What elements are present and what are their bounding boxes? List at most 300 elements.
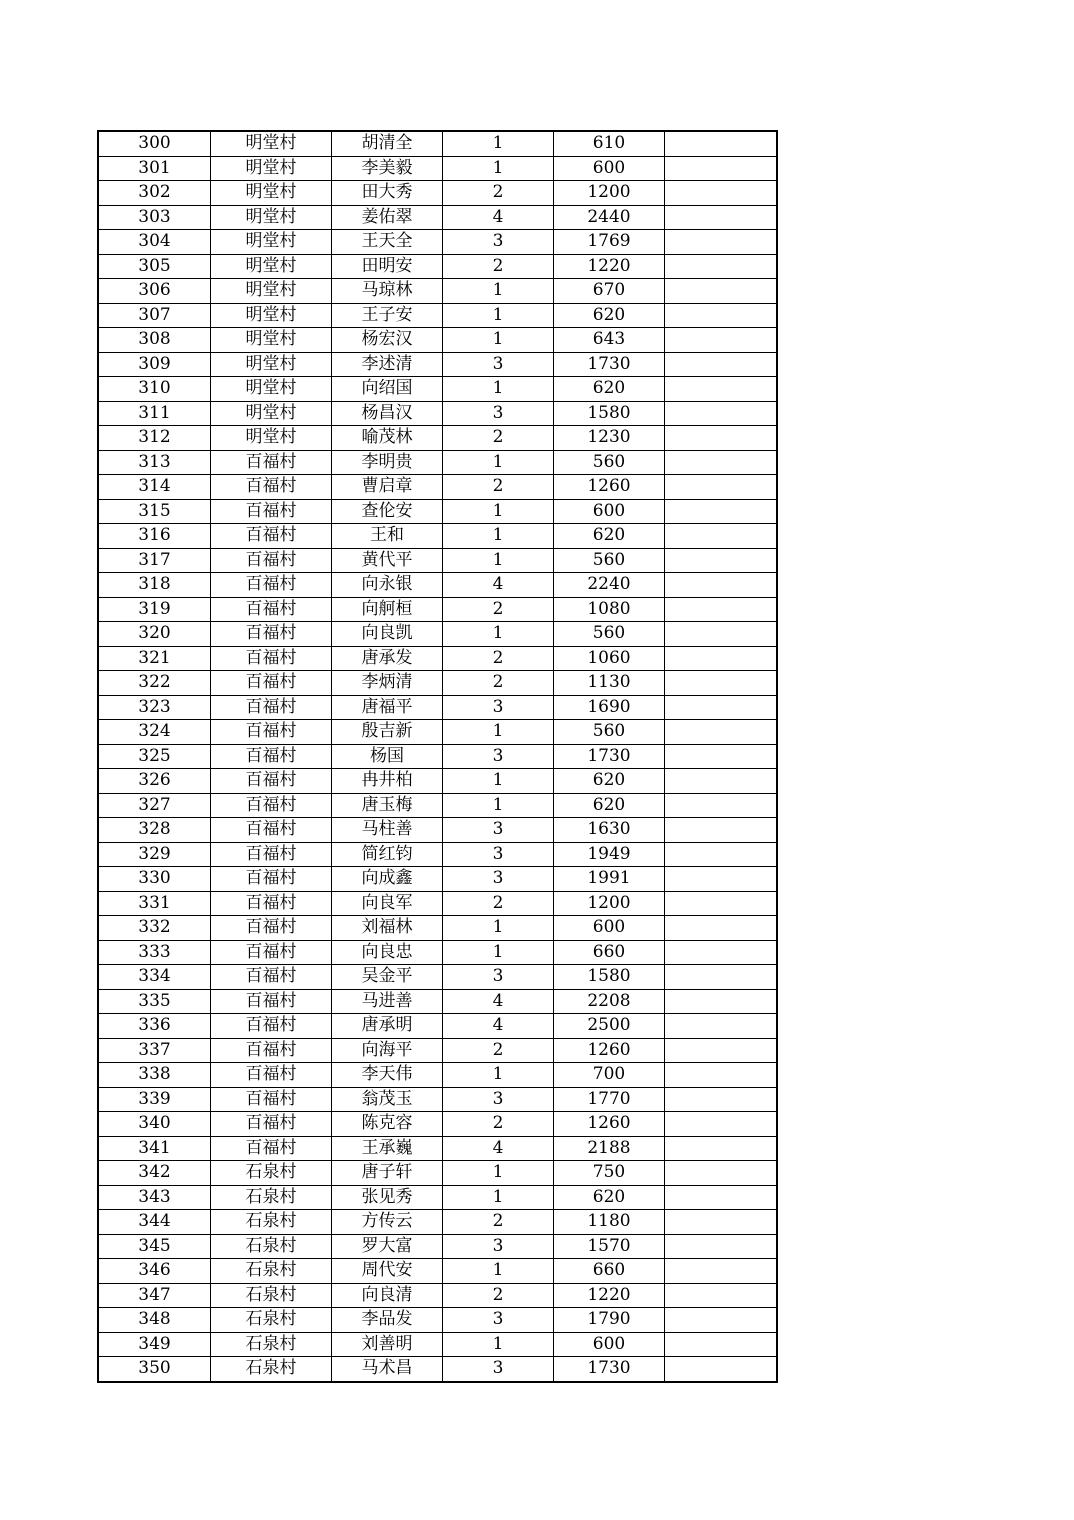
amount-cell: 2188 <box>554 1136 665 1161</box>
row-number-cell: 343 <box>98 1185 211 1210</box>
village-cell: 明堂村 <box>211 205 332 230</box>
amount-cell: 600 <box>554 499 665 524</box>
household-size-cell: 2 <box>443 671 554 696</box>
table-row <box>98 1038 777 1063</box>
remark-cell <box>665 965 778 990</box>
row-number-cell: 303 <box>98 205 211 230</box>
table-row <box>98 891 777 916</box>
village-cell: 石泉村 <box>211 1185 332 1210</box>
household-size-cell: 1 <box>443 156 554 181</box>
table-row <box>98 1014 777 1039</box>
village-cell: 明堂村 <box>211 303 332 328</box>
name-cell: 马琼林 <box>332 279 443 304</box>
village-cell: 明堂村 <box>211 279 332 304</box>
row-number-cell: 344 <box>98 1210 211 1235</box>
row-number-cell: 317 <box>98 548 211 573</box>
remark-cell <box>665 230 778 255</box>
village-cell: 百福村 <box>211 1112 332 1137</box>
village-cell: 石泉村 <box>211 1234 332 1259</box>
table-row <box>98 744 777 769</box>
name-cell: 王和 <box>332 524 443 549</box>
village-cell: 百福村 <box>211 671 332 696</box>
household-size-cell: 1 <box>443 1259 554 1284</box>
name-cell: 冉井柏 <box>332 769 443 794</box>
row-number-cell: 333 <box>98 940 211 965</box>
amount-cell: 560 <box>554 622 665 647</box>
household-size-cell: 3 <box>443 352 554 377</box>
village-cell: 明堂村 <box>211 181 332 206</box>
row-number-cell: 335 <box>98 989 211 1014</box>
row-number-cell: 301 <box>98 156 211 181</box>
household-size-cell: 3 <box>443 1357 554 1382</box>
remark-cell <box>665 279 778 304</box>
amount-cell: 1200 <box>554 891 665 916</box>
name-cell: 殷吉新 <box>332 720 443 745</box>
table-row <box>98 597 777 622</box>
village-cell: 明堂村 <box>211 230 332 255</box>
table-row <box>98 475 777 500</box>
village-cell: 百福村 <box>211 916 332 941</box>
household-size-cell: 3 <box>443 842 554 867</box>
name-cell: 马术昌 <box>332 1357 443 1382</box>
name-cell: 黄代平 <box>332 548 443 573</box>
village-cell: 明堂村 <box>211 328 332 353</box>
name-cell: 刘善明 <box>332 1332 443 1357</box>
row-number-cell: 328 <box>98 818 211 843</box>
row-number-cell: 302 <box>98 181 211 206</box>
name-cell: 胡清全 <box>332 131 443 156</box>
table-row <box>98 965 777 990</box>
amount-cell: 1570 <box>554 1234 665 1259</box>
table-row <box>98 671 777 696</box>
village-cell: 石泉村 <box>211 1161 332 1186</box>
table-row <box>98 1259 777 1284</box>
table-row <box>98 328 777 353</box>
row-number-cell: 323 <box>98 695 211 720</box>
row-number-cell: 347 <box>98 1283 211 1308</box>
household-size-cell: 2 <box>443 254 554 279</box>
row-number-cell: 316 <box>98 524 211 549</box>
amount-cell: 620 <box>554 769 665 794</box>
row-number-cell: 345 <box>98 1234 211 1259</box>
table-row <box>98 1161 777 1186</box>
household-size-cell: 2 <box>443 597 554 622</box>
household-size-cell: 2 <box>443 1210 554 1235</box>
table-row <box>98 279 777 304</box>
row-number-cell: 338 <box>98 1063 211 1088</box>
name-cell: 杨昌汉 <box>332 401 443 426</box>
village-cell: 百福村 <box>211 1038 332 1063</box>
household-size-cell: 2 <box>443 426 554 451</box>
name-cell: 喻茂林 <box>332 426 443 451</box>
name-cell: 王承巍 <box>332 1136 443 1161</box>
name-cell: 吴金平 <box>332 965 443 990</box>
table-row <box>98 1234 777 1259</box>
village-cell: 石泉村 <box>211 1332 332 1357</box>
table-row <box>98 916 777 941</box>
table-row <box>98 1136 777 1161</box>
amount-cell: 2500 <box>554 1014 665 1039</box>
row-number-cell: 322 <box>98 671 211 696</box>
village-cell: 石泉村 <box>211 1259 332 1284</box>
remark-cell <box>665 254 778 279</box>
name-cell: 向永银 <box>332 573 443 598</box>
household-size-cell: 2 <box>443 475 554 500</box>
row-number-cell: 325 <box>98 744 211 769</box>
remark-cell <box>665 695 778 720</box>
village-cell: 百福村 <box>211 769 332 794</box>
amount-cell: 660 <box>554 940 665 965</box>
name-cell: 马柱善 <box>332 818 443 843</box>
name-cell: 李品发 <box>332 1308 443 1333</box>
row-number-cell: 340 <box>98 1112 211 1137</box>
amount-cell: 2240 <box>554 573 665 598</box>
amount-cell: 1260 <box>554 1112 665 1137</box>
table-row <box>98 377 777 402</box>
row-number-cell: 308 <box>98 328 211 353</box>
remark-cell <box>665 622 778 647</box>
table-row <box>98 450 777 475</box>
name-cell: 罗大富 <box>332 1234 443 1259</box>
household-size-cell: 1 <box>443 769 554 794</box>
name-cell: 向成鑫 <box>332 867 443 892</box>
village-cell: 石泉村 <box>211 1283 332 1308</box>
name-cell: 陈克容 <box>332 1112 443 1137</box>
remark-cell <box>665 377 778 402</box>
name-cell: 田大秀 <box>332 181 443 206</box>
amount-cell: 1630 <box>554 818 665 843</box>
household-size-cell: 3 <box>443 401 554 426</box>
household-size-cell: 3 <box>443 1308 554 1333</box>
household-size-cell: 3 <box>443 965 554 990</box>
household-size-cell: 2 <box>443 646 554 671</box>
amount-cell: 560 <box>554 450 665 475</box>
amount-cell: 1580 <box>554 401 665 426</box>
remark-cell <box>665 842 778 867</box>
row-number-cell: 341 <box>98 1136 211 1161</box>
row-number-cell: 327 <box>98 793 211 818</box>
village-cell: 明堂村 <box>211 426 332 451</box>
village-cell: 百福村 <box>211 646 332 671</box>
amount-cell: 1260 <box>554 475 665 500</box>
village-cell: 百福村 <box>211 744 332 769</box>
village-cell: 百福村 <box>211 499 332 524</box>
name-cell: 杨宏汉 <box>332 328 443 353</box>
village-cell: 百福村 <box>211 1014 332 1039</box>
row-number-cell: 331 <box>98 891 211 916</box>
table-row <box>98 1283 777 1308</box>
village-cell: 石泉村 <box>211 1308 332 1333</box>
table-row <box>98 720 777 745</box>
table-row <box>98 646 777 671</box>
row-number-cell: 326 <box>98 769 211 794</box>
amount-cell: 1730 <box>554 1357 665 1382</box>
amount-cell: 620 <box>554 524 665 549</box>
household-size-cell: 2 <box>443 1283 554 1308</box>
row-number-cell: 330 <box>98 867 211 892</box>
amount-cell: 1130 <box>554 671 665 696</box>
table-row <box>98 1332 777 1357</box>
name-cell: 田明安 <box>332 254 443 279</box>
amount-cell: 1690 <box>554 695 665 720</box>
row-number-cell: 339 <box>98 1087 211 1112</box>
remark-cell <box>665 1357 778 1382</box>
remark-cell <box>665 867 778 892</box>
name-cell: 向良清 <box>332 1283 443 1308</box>
row-number-cell: 324 <box>98 720 211 745</box>
remark-cell <box>665 401 778 426</box>
table-row <box>98 989 777 1014</box>
remark-cell <box>665 1210 778 1235</box>
remark-cell <box>665 1112 778 1137</box>
amount-cell: 620 <box>554 793 665 818</box>
table-row <box>98 818 777 843</box>
household-size-cell: 1 <box>443 793 554 818</box>
household-size-cell: 1 <box>443 622 554 647</box>
name-cell: 王子安 <box>332 303 443 328</box>
amount-cell: 700 <box>554 1063 665 1088</box>
amount-cell: 1220 <box>554 1283 665 1308</box>
remark-cell <box>665 793 778 818</box>
name-cell: 杨国 <box>332 744 443 769</box>
remark-cell <box>665 548 778 573</box>
remark-cell <box>665 1283 778 1308</box>
row-number-cell: 320 <box>98 622 211 647</box>
row-number-cell: 348 <box>98 1308 211 1333</box>
row-number-cell: 334 <box>98 965 211 990</box>
remark-cell <box>665 1087 778 1112</box>
name-cell: 向海平 <box>332 1038 443 1063</box>
row-number-cell: 312 <box>98 426 211 451</box>
remark-cell <box>665 156 778 181</box>
village-cell: 百福村 <box>211 940 332 965</box>
table-row <box>98 303 777 328</box>
table-row <box>98 940 777 965</box>
village-cell: 百福村 <box>211 548 332 573</box>
name-cell: 张见秀 <box>332 1185 443 1210</box>
row-number-cell: 346 <box>98 1259 211 1284</box>
village-cell: 百福村 <box>211 695 332 720</box>
row-number-cell: 309 <box>98 352 211 377</box>
row-number-cell: 332 <box>98 916 211 941</box>
village-cell: 百福村 <box>211 1063 332 1088</box>
table-row <box>98 401 777 426</box>
row-number-cell: 315 <box>98 499 211 524</box>
remark-cell <box>665 720 778 745</box>
household-size-cell: 3 <box>443 867 554 892</box>
household-size-cell: 3 <box>443 230 554 255</box>
table-row <box>98 548 777 573</box>
amount-cell: 1200 <box>554 181 665 206</box>
remark-cell <box>665 1332 778 1357</box>
name-cell: 翁茂玉 <box>332 1087 443 1112</box>
village-cell: 百福村 <box>211 573 332 598</box>
table-row <box>98 1210 777 1235</box>
remark-cell <box>665 1259 778 1284</box>
remark-cell <box>665 1014 778 1039</box>
table-row <box>98 1063 777 1088</box>
household-size-cell: 3 <box>443 1087 554 1112</box>
name-cell: 姜佑翠 <box>332 205 443 230</box>
amount-cell: 2208 <box>554 989 665 1014</box>
name-cell: 李炳清 <box>332 671 443 696</box>
name-cell: 向良军 <box>332 891 443 916</box>
remark-cell <box>665 744 778 769</box>
table-row <box>98 1357 777 1382</box>
table-row <box>98 524 777 549</box>
table-row <box>98 156 777 181</box>
amount-cell: 1991 <box>554 867 665 892</box>
table-body <box>98 131 777 1382</box>
table-row <box>98 205 777 230</box>
remark-cell <box>665 1308 778 1333</box>
name-cell: 唐承明 <box>332 1014 443 1039</box>
village-cell: 百福村 <box>211 524 332 549</box>
amount-cell: 643 <box>554 328 665 353</box>
household-size-cell: 3 <box>443 1234 554 1259</box>
village-cell: 百福村 <box>211 965 332 990</box>
row-number-cell: 310 <box>98 377 211 402</box>
village-cell: 百福村 <box>211 891 332 916</box>
remark-cell <box>665 181 778 206</box>
household-size-cell: 1 <box>443 1185 554 1210</box>
household-size-cell: 1 <box>443 279 554 304</box>
name-cell: 马进善 <box>332 989 443 1014</box>
household-size-cell: 2 <box>443 181 554 206</box>
village-cell: 明堂村 <box>211 352 332 377</box>
row-number-cell: 329 <box>98 842 211 867</box>
amount-cell: 610 <box>554 131 665 156</box>
name-cell: 曹启章 <box>332 475 443 500</box>
village-cell: 百福村 <box>211 1087 332 1112</box>
remark-cell <box>665 769 778 794</box>
table-row <box>98 622 777 647</box>
household-size-cell: 1 <box>443 450 554 475</box>
remark-cell <box>665 1161 778 1186</box>
household-size-cell: 2 <box>443 1112 554 1137</box>
remark-cell <box>665 499 778 524</box>
village-cell: 明堂村 <box>211 254 332 279</box>
household-size-cell: 2 <box>443 1038 554 1063</box>
amount-cell: 1949 <box>554 842 665 867</box>
name-cell: 王天全 <box>332 230 443 255</box>
table-row <box>98 867 777 892</box>
household-size-cell: 1 <box>443 377 554 402</box>
name-cell: 周代安 <box>332 1259 443 1284</box>
row-number-cell: 305 <box>98 254 211 279</box>
village-cell: 百福村 <box>211 1136 332 1161</box>
household-size-cell: 1 <box>443 1161 554 1186</box>
row-number-cell: 350 <box>98 1357 211 1382</box>
household-size-cell: 1 <box>443 916 554 941</box>
remark-cell <box>665 646 778 671</box>
village-cell: 百福村 <box>211 842 332 867</box>
village-cell: 百福村 <box>211 818 332 843</box>
table-row <box>98 254 777 279</box>
table-row <box>98 499 777 524</box>
amount-cell: 1080 <box>554 597 665 622</box>
household-size-cell: 4 <box>443 573 554 598</box>
household-size-cell: 2 <box>443 891 554 916</box>
remark-cell <box>665 450 778 475</box>
row-number-cell: 349 <box>98 1332 211 1357</box>
name-cell: 唐福平 <box>332 695 443 720</box>
table-row <box>98 842 777 867</box>
household-size-cell: 1 <box>443 328 554 353</box>
table-row <box>98 230 777 255</box>
remark-cell <box>665 328 778 353</box>
household-size-cell: 1 <box>443 720 554 745</box>
remark-cell <box>665 205 778 230</box>
household-size-cell: 1 <box>443 1063 554 1088</box>
amount-cell: 1790 <box>554 1308 665 1333</box>
name-cell: 李天伟 <box>332 1063 443 1088</box>
table-row <box>98 573 777 598</box>
amount-cell: 750 <box>554 1161 665 1186</box>
name-cell: 简红钧 <box>332 842 443 867</box>
row-number-cell: 307 <box>98 303 211 328</box>
row-number-cell: 313 <box>98 450 211 475</box>
name-cell: 向绍国 <box>332 377 443 402</box>
household-size-cell: 1 <box>443 303 554 328</box>
name-cell: 李明贵 <box>332 450 443 475</box>
table-row <box>98 1185 777 1210</box>
village-cell: 百福村 <box>211 597 332 622</box>
amount-cell: 600 <box>554 916 665 941</box>
remark-cell <box>665 573 778 598</box>
row-number-cell: 300 <box>98 131 211 156</box>
table-row <box>98 352 777 377</box>
amount-cell: 1060 <box>554 646 665 671</box>
remark-cell <box>665 940 778 965</box>
amount-cell: 2440 <box>554 205 665 230</box>
name-cell: 李述清 <box>332 352 443 377</box>
name-cell: 唐子轩 <box>332 1161 443 1186</box>
name-cell: 刘福林 <box>332 916 443 941</box>
village-cell: 百福村 <box>211 793 332 818</box>
amount-cell: 620 <box>554 377 665 402</box>
household-size-cell: 1 <box>443 499 554 524</box>
amount-cell: 620 <box>554 1185 665 1210</box>
village-cell: 明堂村 <box>211 401 332 426</box>
row-number-cell: 342 <box>98 1161 211 1186</box>
amount-cell: 1180 <box>554 1210 665 1235</box>
village-cell: 明堂村 <box>211 131 332 156</box>
household-size-cell: 1 <box>443 940 554 965</box>
row-number-cell: 336 <box>98 1014 211 1039</box>
amount-cell: 660 <box>554 1259 665 1284</box>
remark-cell <box>665 916 778 941</box>
household-size-cell: 4 <box>443 1014 554 1039</box>
village-cell: 明堂村 <box>211 156 332 181</box>
household-size-cell: 3 <box>443 695 554 720</box>
amount-cell: 560 <box>554 720 665 745</box>
amount-cell: 620 <box>554 303 665 328</box>
table-row <box>98 181 777 206</box>
remark-cell <box>665 352 778 377</box>
amount-cell: 1730 <box>554 352 665 377</box>
remark-cell <box>665 1063 778 1088</box>
household-size-cell: 1 <box>443 548 554 573</box>
household-size-cell: 4 <box>443 989 554 1014</box>
table-row <box>98 1308 777 1333</box>
remark-cell <box>665 524 778 549</box>
row-number-cell: 311 <box>98 401 211 426</box>
row-number-cell: 319 <box>98 597 211 622</box>
village-cell: 石泉村 <box>211 1357 332 1382</box>
table-row <box>98 695 777 720</box>
table-row <box>98 769 777 794</box>
